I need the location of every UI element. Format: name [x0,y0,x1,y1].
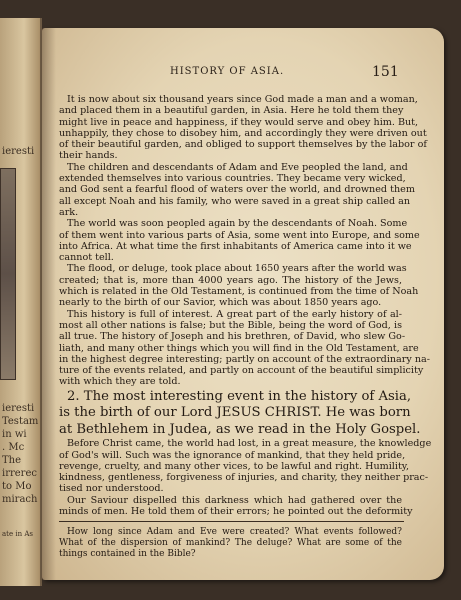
paragraphs [59,94,430,388]
text-line: at Bethlehem in Judea, as we read in the Holy Gospel. [59,421,421,437]
text-line: tised nor understood. [59,483,164,495]
left-page-fragment: ate in As [2,530,33,538]
text-line: This history is full of interest. A great part of the early history of al- [67,308,402,320]
highlight-paragraph [59,388,421,439]
closing-paragraphs [59,438,432,517]
text-line: things contained in the Bible? [59,549,196,560]
left-page-fragment: irrerec [2,468,37,479]
text-line: ark. [59,206,79,218]
text-line: all true. The history of Joseph and his brethren, of David, who slew Go- [59,331,406,343]
text-line: is the birth of our Lord JESUS CHRIST. He was born [59,405,411,421]
paragraph [59,218,420,264]
text-line: The flood, or deluge, took place about 1650 years after the world was [67,263,407,275]
left-page-illustration [0,168,16,380]
paragraph [59,308,430,388]
text-line: unhappily, they chose to disobey him, and accordingly they were driven out [59,127,427,139]
footnote-rule [59,521,404,522]
text-line: most all other nations is false; but the Bible, being the word of God, is [59,319,402,331]
text-line: ture of the events related, and partly on account of the beautiful simplicity [59,365,424,377]
left-page-fragment: mirach [2,494,38,505]
text-line: Our Saviour dispelled this darkness which had gathered over the [67,494,402,506]
text-line: which is related in the Old Testament, is continued from the time of Noah [59,286,419,298]
page-header [42,64,444,82]
text-line: with which they are told. [59,376,181,388]
text-line: of God's will. Such was the ignorance of mankind, that they held pride, [59,449,406,461]
page-body [59,94,432,560]
text-line: of their beautiful garden, and obliged to support themselves by the labor of [59,139,427,151]
paragraph [59,161,415,218]
text-line: What of the dispersion of mankind? The deluge? What are some of the [59,538,402,549]
left-page-edge [0,18,42,586]
text-line: created; that is, more than 4000 years ago. The history of the Jews, [59,274,402,286]
left-page-fragment: to Mo [2,481,32,492]
text-line: cannot tell. [59,252,114,264]
text-line: extended themselves into various countries. They became very wicked, [59,173,406,185]
left-page-fragment: ieresti [2,146,35,157]
text-line: nearly to the birth of our Savior, which was about 1850 years ago. [59,297,382,309]
text-line: Before Christ came, the world had lost, in a great measure, the knowledge [67,438,432,450]
left-page-fragment: in wi [2,429,27,440]
gutter-shadow [42,28,56,580]
text-line: It is now about six thousand years since God made a man and a woman, [67,94,418,105]
text-line: liath, and many other things which you will find in the Old Testament, are [59,342,419,354]
paragraph [59,438,432,495]
left-page-fragment: . Mc [2,442,25,453]
left-page-fragment: Testam [2,416,39,427]
text-line: and God sent a fearful flood of waters over the world, and drowned them [59,184,415,196]
page-number: 151 [372,64,399,80]
text-line: revenge, cruelty, and many other vices, to be lawful and right. Humility, [59,460,409,472]
text-line: their hands. [59,150,118,162]
paragraph [59,263,419,309]
text-line: all except Noah and his family, who were saved in a great ship called an [59,195,411,207]
text-line: kindness, gentleness, forgiveness of injuries, and charity, they neither prac- [59,472,429,484]
left-page-fragment: ieresti [2,403,35,414]
text-line: into Africa. At what time the first inhabitants of America came into it we [59,240,412,252]
text-line: 2. The most interesting event in the history of Asia, [67,388,412,404]
study-questions [59,527,402,560]
paragraph [59,494,413,518]
text-line: of them went into various parts of Asia, some went into Europe, and some [59,229,420,241]
left-page-fragment: The [2,455,22,466]
text-line: The children and descendants of Adam and Eve peopled the land, and [67,161,408,173]
text-line: might live in peace and happiness, if they would serve and obey him. But, [59,116,419,128]
running-title: HISTORY OF ASIA. [170,66,285,77]
text-line: and placed them in a beautiful garden, in Asia. Here he told them they [59,105,404,117]
text-line: The world was soon peopled again by the descendants of Noah. Some [67,218,408,230]
paragraph [59,94,427,162]
text-line: How long since Adam and Eve were created? What events followed? [67,527,402,538]
text-line: minds of men. He told them of their errors; he pointed out the deformity [59,506,413,517]
text-line: in the highest degree interesting; partly on account of the extraordinary na- [59,353,430,365]
